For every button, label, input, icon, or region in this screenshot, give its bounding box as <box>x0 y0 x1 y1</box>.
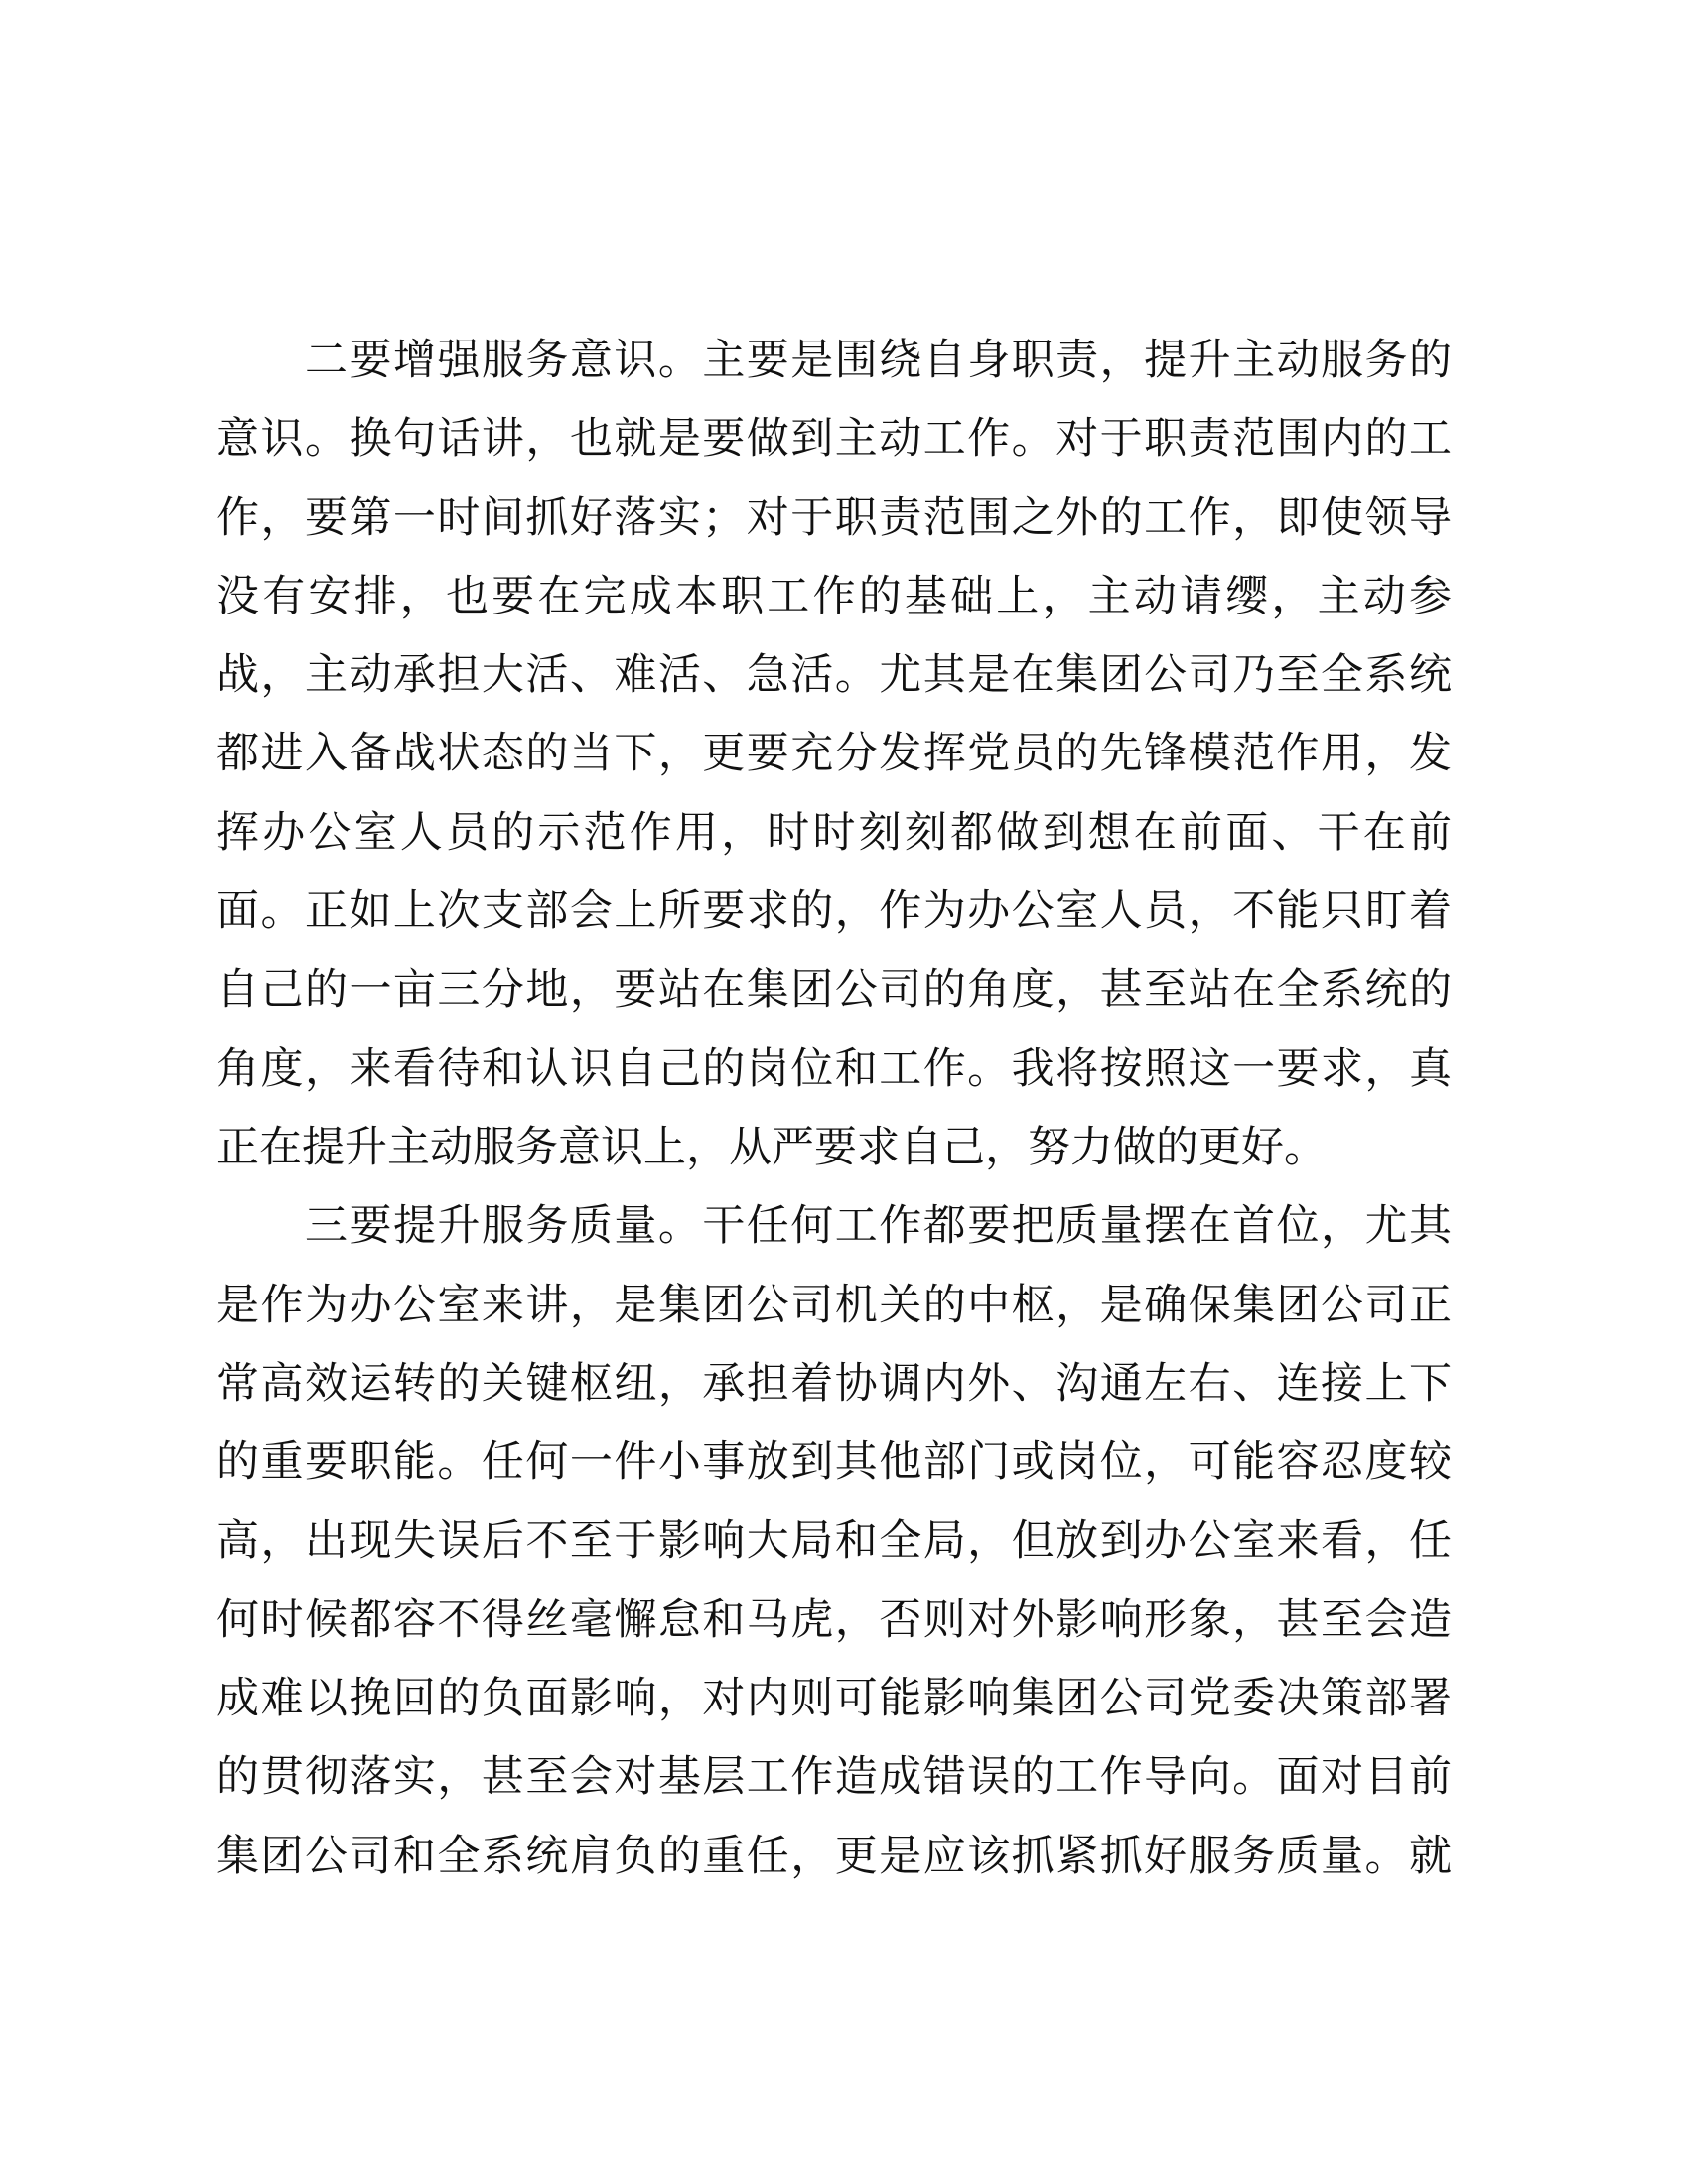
paragraph-service-awareness <box>216 322 1452 1187</box>
text-line: 作，要第一时间抓好落实；对于职责范围之外的工作，即使领导 <box>216 492 1452 543</box>
text-line: 的贯彻落实，甚至会对基层工作造成错误的工作导向。面对目前 <box>216 1752 1452 1803</box>
text-line: 挥办公室人员的示范作用，时时刻刻都做到想在前面、干在前 <box>216 807 1452 858</box>
paragraph-service-quality <box>216 1187 1452 1896</box>
text-line: 常高效运转的关键枢纽，承担着协调内外、沟通左右、连接上下 <box>216 1358 1452 1409</box>
document-page <box>216 322 1452 1896</box>
text-line: 战，主动承担大活、难活、急活。尤其是在集团公司乃至全系统 <box>216 650 1452 701</box>
text-line: 成难以挽回的负面影响，对内则可能影响集团公司党委决策部署 <box>216 1674 1452 1724</box>
text-line: 意识。换句话讲，也就是要做到主动工作。对于职责范围内的工 <box>216 414 1452 465</box>
text-line: 没有安排，也要在完成本职工作的基础上，主动请缨，主动参 <box>216 571 1452 621</box>
text-line: 集团公司和全系统肩负的重任，更是应该抓紧抓好服务质量。就 <box>216 1831 1452 1881</box>
text-line: 的重要职能。任何一件小事放到其他部门或岗位，可能容忍度较 <box>216 1437 1452 1488</box>
text-line: 三要提升服务质量。干任何工作都要把质量摆在首位，尤其 <box>305 1201 1452 1252</box>
text-line: 面。正如上次支部会上所要求的，作为办公室人员，不能只盯着 <box>216 887 1452 937</box>
text-line: 二要增强服务意识。主要是围绕自身职责，提升主动服务的 <box>305 336 1452 385</box>
text-line: 自己的一亩三分地，要站在集团公司的角度，甚至站在全系统的 <box>216 965 1452 1016</box>
text-line: 角度，来看待和认识自己的岗位和工作。我将按照这一要求，真 <box>216 1043 1452 1094</box>
text-line: 正在提升主动服务意识上，从严要求自己，努力做的更好。 <box>216 1122 1327 1172</box>
text-line: 何时候都容不得丝毫懈怠和马虎，否则对外影响形象，甚至会造 <box>216 1594 1452 1645</box>
text-line: 高，出现失误后不至于影响大局和全局，但放到办公室来看，任 <box>216 1516 1452 1567</box>
text-line: 都进入备战状态的当下，更要充分发挥党员的先锋模范作用，发 <box>216 729 1452 779</box>
text-line: 是作为办公室来讲，是集团公司机关的中枢，是确保集团公司正 <box>216 1280 1452 1330</box>
